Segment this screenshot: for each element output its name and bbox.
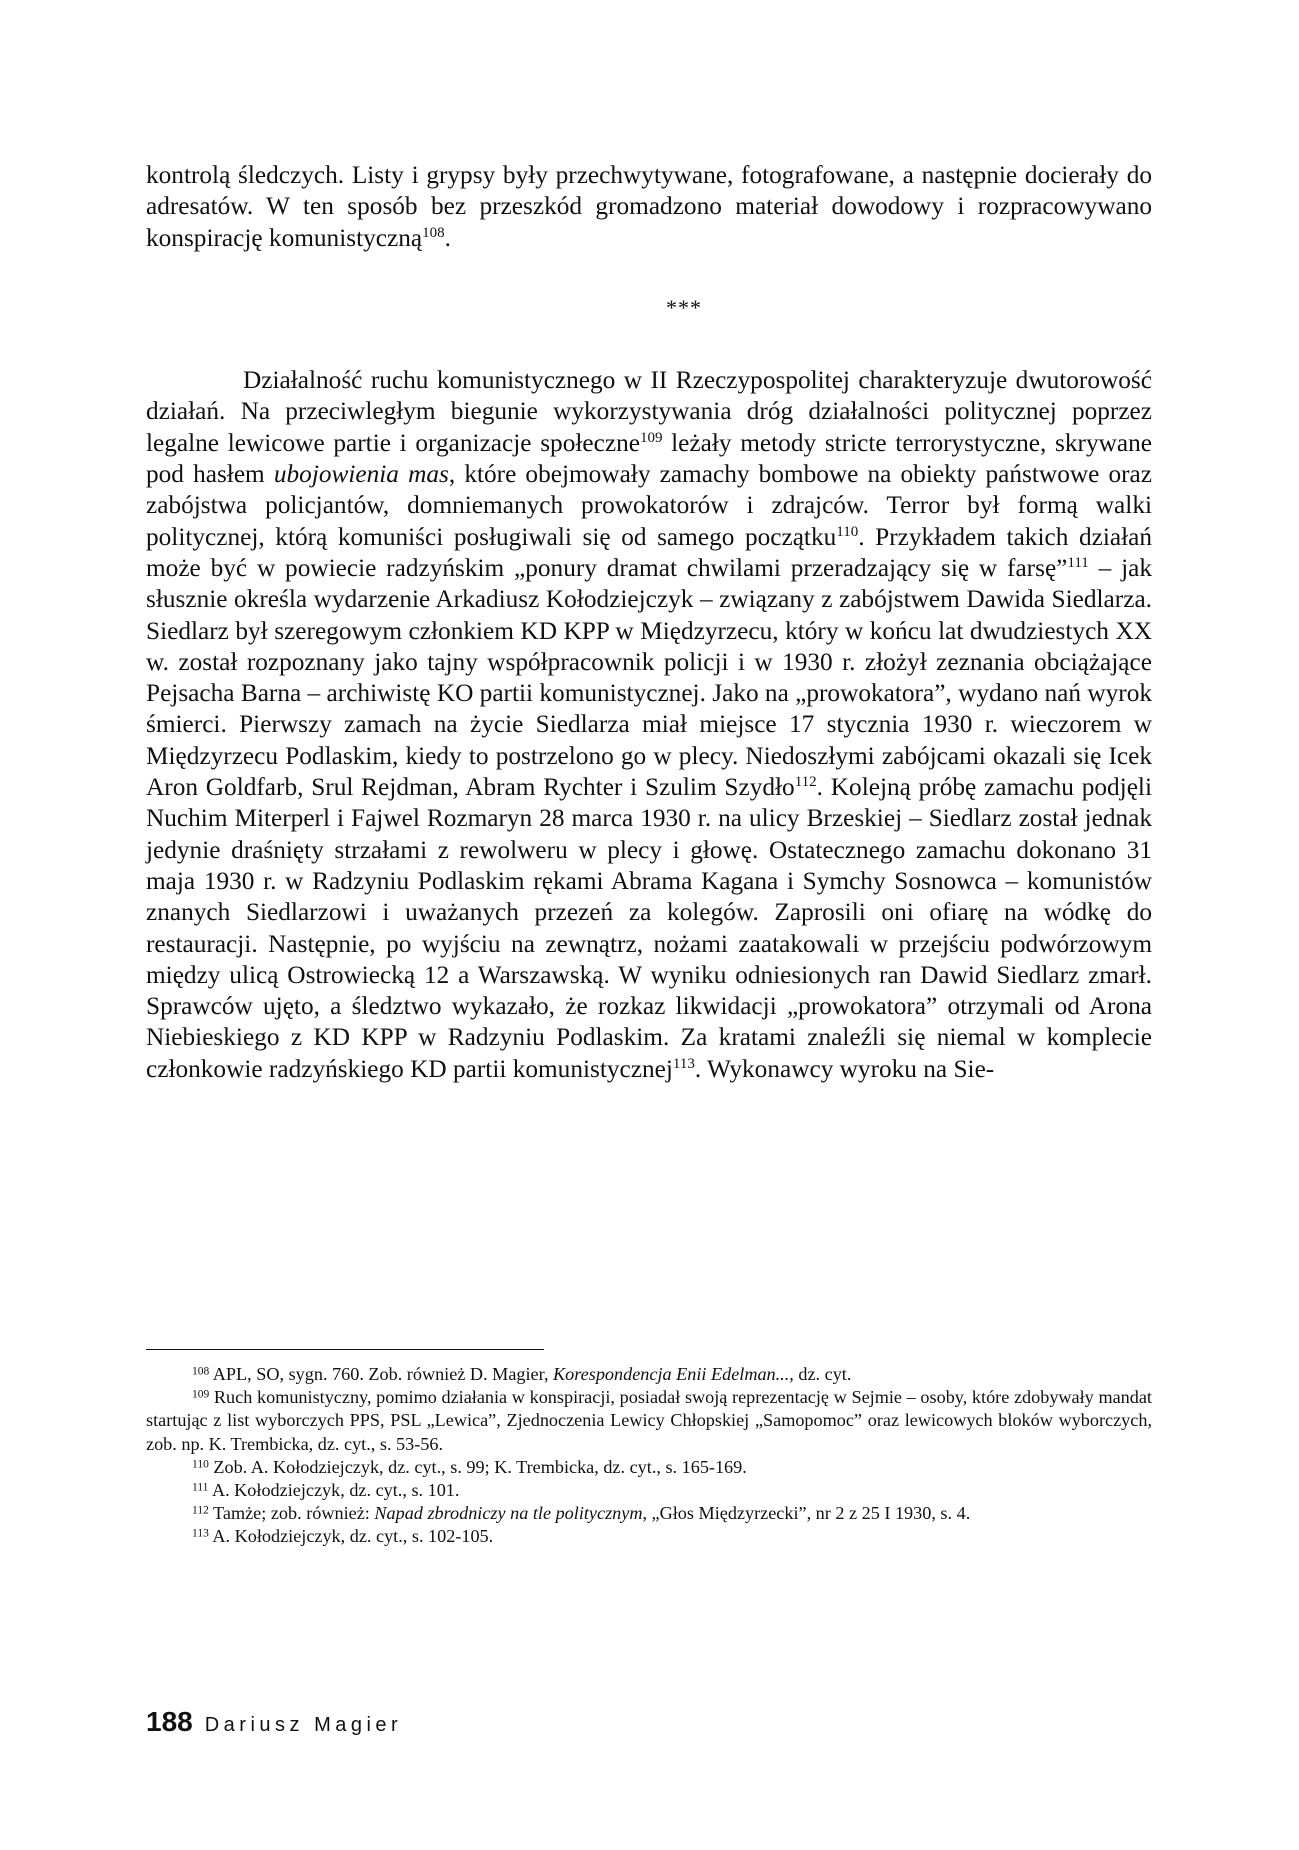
footnote: $^{109}$ Ruch komunistyczny, pomimo działania w konspiracji, posiadał swoją reprezentację w Sejmie – osoby, które zdobywały mandat startując z list wyborczych PPS, PSL „Lewica”, Zjednoczenia Lewicy Chłopskiej „Samopomoc” oraz lewicowych bloków wyborczych, zob. np. K. Trembicka, dz. cyt., s. 53-56.	[146, 1387, 1152, 1454]
footnote: $^{110}$ Zob. A. Kołodziejczyk, dz. cyt., s. 99; K. Trembicka, dz. cyt., s. 165-169.	[192, 1456, 747, 1477]
footnote-ref[interactable]: 111	[1067, 554, 1089, 571]
footnote-ref[interactable]: 113	[672, 1055, 695, 1072]
paragraph-continuation: kontrolą śledczych. Listy i grypsy były przechwytywane, fotografowane, a następnie docierały do adresatów. W ten sposób bez przeszkód gromadzono materiał dowodowy i rozpracowywano konspirację komunistyczną$^{108}$.	[146, 161, 1152, 252]
footnote-ref[interactable]: 108	[422, 224, 445, 241]
footnotes	[146, 1363, 1152, 1549]
footnote-divider	[146, 1349, 544, 1350]
footnote: $^{112}$ Tamże; zob. również: Napad zbrodniczy na tle politycznym, „Głos Międzyrzecki”, nr 2 z 25 I 1930, s. 4.	[192, 1503, 971, 1524]
page-footer	[146, 1706, 402, 1746]
footnote: $^{111}$ A. Kołodziejczyk, dz. cyt., s. 101.	[192, 1480, 460, 1501]
section-separator: ***	[666, 294, 702, 320]
footnote-ref[interactable]: 109	[639, 429, 663, 446]
book-page	[146, 0, 1152, 1850]
page-number: 188	[146, 1706, 193, 1737]
footnote-ref[interactable]: 112	[794, 774, 817, 791]
footnote-ref[interactable]: 110	[836, 523, 859, 540]
running-author: Dariusz Magier	[204, 1714, 403, 1736]
italic-phrase: ubojowienia mas	[273, 460, 449, 489]
paragraph: Działalność ruchu komunistycznego w II Rzeczypospolitej charakteryzuje dwutorowość działań. Na przeciwległym biegunie wykorzystywania dróg działalności politycznej poprzez legalne lewicowe partie i organizacje społeczne$^{109}$ leżały metody stricte terrorystyczne, skrywane pod hasłem ubojowienia mas, które obejmowały zamachy bombowe na obiekty państwowe oraz zabójstwa policjantów, domniemanych prowokatorów i zdrajców. Terror był formą walki politycznej, którą komuniści posługiwali się od samego początku$^{110}$. Przykładem takich działań może być w powiecie radzyńskim „ponury dramat chwilami przeradzający się w farsę”$^{111}$ – jak słusznie określa wydarzenie Arkadiusz Kołodziejczyk – związany z zabójstwem Dawida Siedlarza. Siedlarz był szeregowym członkiem KD KPP w Międzyrzecu, który w końcu lat dwudziestych XX w. został rozpoznany jako tajny współpracownik policji i w 1930 r. złożył zeznania obciążające Pejsacha Barna – archiwistę KO partii komunistycznej. Jako na „prowokatora”, wydano nań wyrok śmierci. Pierwszy zamach na życie Siedlarza miał miejsce 17 stycznia 1930 r. wieczorem w Międzyrzecu Podlaskim, kiedy to postrzelono go w plecy. Niedoszłymi zabójcami okazali się Icek Aron Goldfarb, Srul Rejdman, Abram Rychter i Szulim Szydło$^{112}$. Kolejną próbę zamachu podjęli Nuchim Miterperl i Fajwel Rozmaryn 28 marca 1930 r. na ulicy Brzeskiej – Siedlarz został jednak jedynie draśnięty strzałami z rewolweru w plecy i głowę. Ostatecznego zamachu dokonano 31 maja 1930 r. w Radzyniu Podlaskim rękami Abrama Kagana i Symchy Sosnowca – komunistów znanych Siedlarzowi i uważanych przezeń za kolegów. Zaprosili oni ofiarę na wódkę do restauracji. Następnie, po wyjściu na zewnątrz, nożami zaatakowali w przejściu podwórzowym między ulicą Ostrowiecką 12 a Warszawską. W wyniku odniesionych ran Dawid Siedlarz zmarł. Sprawców ujęto, a śledztwo wykazało, że rozkaz likwidacji „prowokatora” otrzymali od Arona Niebieskiego z KD KPP w Radzyniu Podlaskim. Za kratami znaleźli się niemal w komplecie członkowie radzyńskiego KD partii komunistycznej$^{113}$. Wykonawcy wyroku na Sie-	[146, 366, 1153, 1083]
main-text	[146, 160, 1152, 1085]
footnote: $^{108}$ APL, SO, sygn. 760. Zob. również D. Magier, Korespondencja Enii Edelman..., dz. cyt.	[192, 1364, 852, 1384]
footnote: $^{113}$ A. Kołodziejczyk, dz. cyt., s. 102-105.	[192, 1526, 494, 1547]
